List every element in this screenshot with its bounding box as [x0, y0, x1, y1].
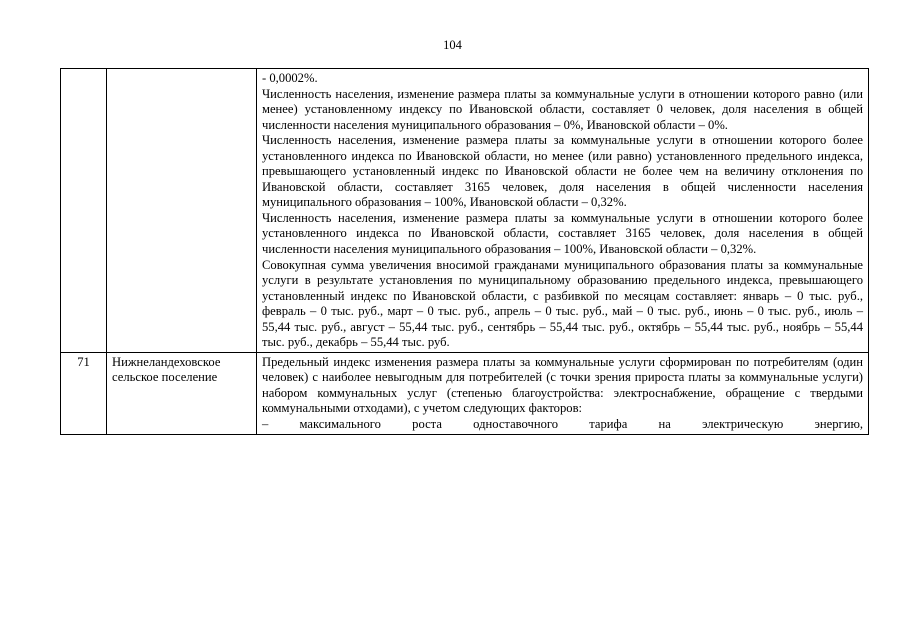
municipality-name-cell [107, 69, 257, 353]
row-number-cell: 71 [61, 352, 107, 434]
paragraph: Численность населения, изменение размера платы за коммунальные услуги в отношении которого более установленного индекса по Ивановской области, но менее (или равно) установленного предельного индекса, превышающего установленный индекс по Ивановской области не более чем на величину отклонения по Ивановской области, составляет 3165 человек, доля населения в общей численности населения муниципального образования – 100%, Ивановской области – 0,32%. [262, 133, 863, 210]
paragraph: Совокупная сумма увеличения вносимой гражданами муниципального образования платы за коммунальные услуги в результате установления по муниципальному образованию предельного индекса, превышающего установленный индекс по Ивановской области, с разбивкой по месяцам составляет: январь – 0 тыс. руб., февраль – 0 тыс. руб., март – 0 тыс. руб., апрель – 0 тыс. руб., май – 0 тыс. руб., июнь – 0 тыс. руб., июль – 55,44 тыс. руб., август – 55,44 тыс. руб., сентябрь – 55,44 тыс. руб., октябрь – 55,44 тыс. руб., ноябрь – 55,44 тыс. руб., декабрь – 55,44 тыс. руб. [262, 257, 863, 350]
table-row [61, 352, 869, 434]
page-number: 104 [443, 38, 462, 52]
paragraph: – максимального роста одноставочного тарифа на электрическую энергию, [262, 417, 863, 432]
municipality-name-cell: Нижнеландеховское сельское поселение [107, 352, 257, 434]
municipal-index-table [60, 68, 869, 435]
table-row [61, 69, 869, 353]
paragraph: Численность населения, изменение размера платы за коммунальные услуги в отношении которого более установленного индекса по Ивановской области, составляет 3165 человек, доля населения в общей численности населения муниципального образования – 100%, Ивановской области – 0,32%. [262, 210, 863, 257]
paragraph: Предельный индекс изменения размера платы за коммунальные услуги сформирован по потребителям (один человек) с наиболее невыгодным для потребителей (с точки зрения прироста платы за коммунальные услуги) набором коммунальных услуг (степенью благоустройства: электроснабжение, обращение с твердыми коммунальными отходами), с учетом следующих факторов: [262, 354, 863, 416]
paragraph: Численность населения, изменение размера платы за коммунальные услуги в отношении которого равно (или менее) установленному индексу по Ивановской области, составляет 0 человек, доля населения в общей численности населения муниципального образования – 0%, Ивановской области – 0%. [262, 86, 863, 132]
description-cell [257, 69, 869, 353]
row-number-cell [61, 69, 107, 353]
description-cell [257, 352, 869, 434]
paragraph: - 0,0002%. [262, 71, 318, 85]
